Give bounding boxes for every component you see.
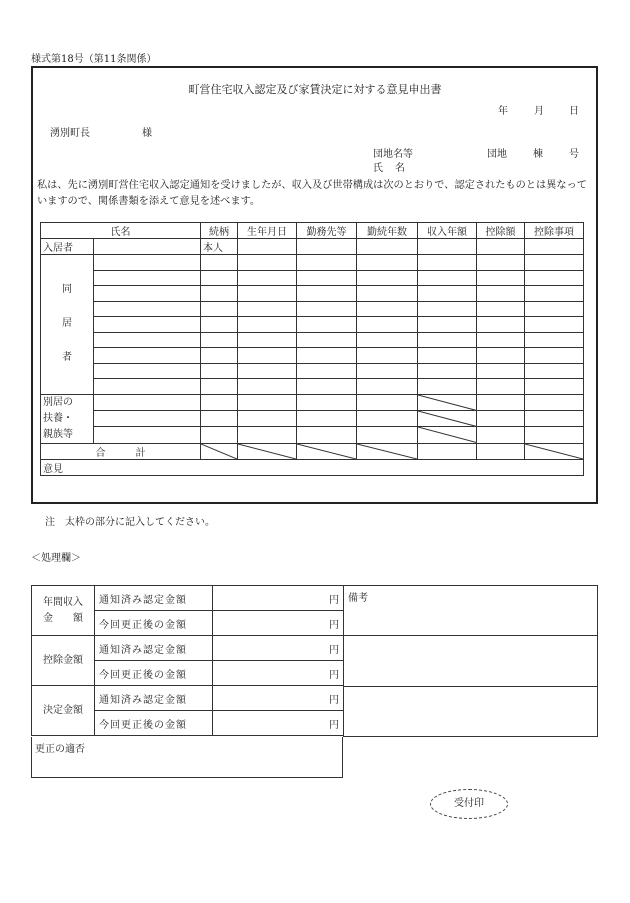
- deduction-items-cell[interactable]: [525, 270, 584, 286]
- total-deduction-cell[interactable]: [477, 443, 525, 459]
- birthdate-cell[interactable]: [238, 379, 297, 395]
- years-cell[interactable]: [357, 301, 418, 317]
- processing-row-deduction-notified: [32, 636, 344, 661]
- header-income: 収入年額: [418, 223, 477, 239]
- remarks-box-3[interactable]: [343, 686, 598, 737]
- years-cell[interactable]: [357, 332, 418, 348]
- income-cell[interactable]: [418, 301, 477, 317]
- income-notified-value[interactable]: [213, 586, 344, 611]
- cohabitant-label-2: 居: [62, 318, 72, 330]
- deduction-items-cell[interactable]: [525, 427, 584, 443]
- relation-cell[interactable]: [201, 332, 238, 348]
- name-cell[interactable]: [94, 317, 201, 333]
- workplace-cell[interactable]: [297, 363, 357, 379]
- decision-notified-value[interactable]: [213, 686, 344, 711]
- workplace-cell[interactable]: [297, 379, 357, 395]
- relation-cell[interactable]: [201, 255, 238, 271]
- processing-row-income-notified: [32, 586, 344, 611]
- diagonal-strike: [418, 427, 476, 442]
- income-cell[interactable]: [418, 379, 477, 395]
- header-workplace: 勤務先等: [297, 223, 357, 239]
- diagonal-strike: [201, 444, 237, 459]
- years-cell[interactable]: [357, 363, 418, 379]
- header-name: 氏名: [41, 223, 201, 239]
- opinion-row: [41, 459, 584, 475]
- notified-amount-label: 通知済み認定金額: [95, 636, 213, 661]
- correction-box[interactable]: [31, 737, 343, 778]
- deduction-cell[interactable]: [477, 379, 525, 395]
- table-row: [41, 286, 584, 302]
- deduction-cell[interactable]: [477, 348, 525, 364]
- statement-text: 私は、先に湧別町営住宅収入認定通知を受けましたが、収入及び世帯構成は次のとおりで、認定されたものとは異なっていますので、関係書類を添えて意見を述べます。: [37, 180, 587, 207]
- correction-label: 更正の適否: [35, 744, 85, 755]
- revised-amount-label: 今回更正後の金額: [95, 711, 213, 736]
- opinion-label: 意見: [43, 463, 63, 475]
- years-cell[interactable]: [357, 317, 418, 333]
- relation-cell[interactable]: [201, 286, 238, 302]
- name-cell[interactable]: [94, 379, 201, 395]
- name-cell[interactable]: [94, 332, 201, 348]
- date-month-label: 月: [534, 106, 544, 117]
- resident-label: 入居者: [41, 239, 94, 255]
- remarks-label: 備考: [348, 593, 368, 604]
- deduction-cell[interactable]: [477, 410, 525, 426]
- decision-amount-label: 決定金額: [32, 686, 95, 736]
- income-cell[interactable]: [418, 332, 477, 348]
- reception-stamp: 受付印: [430, 789, 508, 819]
- total-workplace-struck: [297, 443, 357, 459]
- workplace-cell[interactable]: [297, 410, 357, 426]
- name-cell[interactable]: [94, 239, 201, 255]
- workplace-cell[interactable]: [297, 317, 357, 333]
- birthdate-cell[interactable]: [238, 363, 297, 379]
- deduction-cell[interactable]: [477, 286, 525, 302]
- table-row: [41, 427, 584, 443]
- revised-amount-label: 今回更正後の金額: [95, 661, 213, 686]
- birthdate-cell[interactable]: [238, 394, 297, 410]
- income-cell-struck: [418, 427, 477, 443]
- workplace-cell[interactable]: [297, 255, 357, 271]
- years-cell[interactable]: [357, 427, 418, 443]
- table-row: [41, 317, 584, 333]
- processing-table: [31, 585, 344, 736]
- yen-unit: 円: [329, 669, 339, 681]
- deduction-items-cell[interactable]: [525, 410, 584, 426]
- cohabitant-label-1: 同: [62, 284, 72, 296]
- form-title: 町営住宅収入認定及び家賃決定に対する意見申出書: [188, 83, 442, 96]
- name-cell[interactable]: [94, 394, 201, 410]
- income-cell-struck: [418, 410, 477, 426]
- income-revised-value[interactable]: [213, 611, 344, 636]
- table-row: [41, 394, 584, 410]
- name-cell[interactable]: [94, 427, 201, 443]
- deduction-cell[interactable]: [477, 317, 525, 333]
- header-years: 勤続年数: [357, 223, 418, 239]
- birthdate-cell[interactable]: [238, 317, 297, 333]
- building-unit: 棟: [533, 149, 543, 160]
- deduction-items-cell[interactable]: [525, 286, 584, 302]
- yen-unit: 円: [329, 619, 339, 631]
- birthdate-cell[interactable]: [238, 427, 297, 443]
- diagonal-strike: [418, 395, 476, 410]
- income-cell[interactable]: [418, 363, 477, 379]
- notified-amount-label: 通知済み認定金額: [95, 686, 213, 711]
- workplace-cell[interactable]: [297, 286, 357, 302]
- total-row: [41, 443, 584, 459]
- total-birthdate-struck: [238, 443, 297, 459]
- table-row: [41, 363, 584, 379]
- birthdate-cell[interactable]: [238, 301, 297, 317]
- deduction-items-cell[interactable]: [525, 332, 584, 348]
- income-cell[interactable]: [418, 239, 477, 255]
- deduction-revised-value[interactable]: [213, 661, 344, 686]
- header-birthdate: 生年月日: [238, 223, 297, 239]
- total-years-struck: [357, 443, 418, 459]
- applicant-name-label: 氏名: [373, 163, 417, 174]
- workplace-cell[interactable]: [297, 348, 357, 364]
- years-cell[interactable]: [357, 255, 418, 271]
- table-header-row: [41, 223, 584, 239]
- separate-label-2: 扶養・: [43, 412, 73, 424]
- annual-income-label-1: 年間収入: [43, 596, 83, 608]
- deduction-items-cell[interactable]: [525, 255, 584, 271]
- table-row: [41, 255, 584, 271]
- separate-label-1: 別居の: [43, 396, 73, 408]
- diagonal-strike: [525, 444, 583, 459]
- relation-cell[interactable]: [201, 379, 238, 395]
- income-cell[interactable]: [418, 348, 477, 364]
- diagonal-strike: [297, 444, 356, 459]
- total-deduction-items-struck: [525, 443, 584, 459]
- deduction-amount-label: 控除金額: [32, 636, 95, 686]
- table-row: [41, 301, 584, 317]
- room-unit: 号: [569, 149, 579, 160]
- workplace-cell[interactable]: [297, 301, 357, 317]
- name-cell[interactable]: [94, 270, 201, 286]
- name-cell[interactable]: [94, 363, 201, 379]
- opinion-cell[interactable]: [41, 459, 584, 475]
- annual-income-label: [32, 586, 95, 636]
- deduction-items-cell[interactable]: [525, 348, 584, 364]
- relation-cell[interactable]: [201, 394, 238, 410]
- table-row: [41, 379, 584, 395]
- deduction-items-cell[interactable]: [525, 239, 584, 255]
- income-cell[interactable]: [418, 317, 477, 333]
- relation-cell: 本人: [201, 239, 238, 255]
- birthdate-cell[interactable]: [238, 348, 297, 364]
- relation-cell[interactable]: [201, 317, 238, 333]
- relation-cell[interactable]: [201, 348, 238, 364]
- deduction-items-cell[interactable]: [525, 379, 584, 395]
- name-cell[interactable]: [94, 255, 201, 271]
- header-deduction: 控除額: [477, 223, 525, 239]
- name-cell[interactable]: [94, 286, 201, 302]
- years-cell[interactable]: [357, 239, 418, 255]
- birthdate-cell[interactable]: [238, 410, 297, 426]
- deduction-items-cell[interactable]: [525, 317, 584, 333]
- deduction-items-cell[interactable]: [525, 394, 584, 410]
- separate-label-3: 親族等: [43, 428, 73, 440]
- birthdate-cell[interactable]: [238, 239, 297, 255]
- date-day-label: 日: [569, 106, 579, 117]
- income-cell[interactable]: [418, 255, 477, 271]
- yen-unit: 円: [329, 719, 339, 731]
- deduction-items-cell[interactable]: [525, 363, 584, 379]
- income-cell[interactable]: [418, 270, 477, 286]
- years-cell[interactable]: [357, 379, 418, 395]
- danchi-unit: 団地: [487, 149, 507, 160]
- yen-unit: 円: [329, 694, 339, 706]
- workplace-cell[interactable]: [297, 270, 357, 286]
- years-cell[interactable]: [357, 348, 418, 364]
- header-deduction-items: 控除事項: [525, 223, 584, 239]
- notified-amount-label: 通知済み認定金額: [95, 586, 213, 611]
- birthdate-cell[interactable]: [238, 286, 297, 302]
- diagonal-strike: [418, 411, 476, 426]
- deduction-items-cell[interactable]: [525, 301, 584, 317]
- addressee-honorific: 様: [142, 128, 152, 139]
- deduction-cell[interactable]: [477, 394, 525, 410]
- processing-row-decision-notified: [32, 686, 344, 711]
- relation-cell[interactable]: [201, 427, 238, 443]
- relation-cell[interactable]: [201, 270, 238, 286]
- deduction-cell[interactable]: [477, 255, 525, 271]
- workplace-cell[interactable]: [297, 394, 357, 410]
- form-number: 様式第18号（第11条関係）: [31, 54, 157, 65]
- table-row: [41, 348, 584, 364]
- years-cell[interactable]: [357, 394, 418, 410]
- deduction-cell[interactable]: [477, 270, 525, 286]
- danchi-label: 団地名等: [373, 149, 413, 160]
- deduction-cell[interactable]: [477, 363, 525, 379]
- yen-unit: 円: [329, 594, 339, 606]
- cohabitant-label-3: 者: [62, 352, 72, 364]
- years-cell[interactable]: [357, 410, 418, 426]
- remarks-box-2[interactable]: [343, 636, 598, 687]
- total-relation-struck: [201, 443, 238, 459]
- total-income-cell[interactable]: [418, 443, 477, 459]
- remarks-box[interactable]: [343, 585, 598, 636]
- income-cell[interactable]: [418, 286, 477, 302]
- workplace-cell[interactable]: [297, 332, 357, 348]
- diagonal-strike: [357, 444, 417, 459]
- decision-revised-value[interactable]: [213, 711, 344, 736]
- table-row: [41, 270, 584, 286]
- header-relation: 続柄: [201, 223, 238, 239]
- years-cell[interactable]: [357, 270, 418, 286]
- relation-cell[interactable]: [201, 363, 238, 379]
- table-row: [41, 332, 584, 348]
- yen-unit: 円: [329, 644, 339, 656]
- deduction-cell[interactable]: [477, 301, 525, 317]
- relation-cell[interactable]: [201, 410, 238, 426]
- deduction-cell[interactable]: [477, 239, 525, 255]
- years-cell[interactable]: [357, 286, 418, 302]
- deduction-cell[interactable]: [477, 427, 525, 443]
- processing-title: ＜処理欄＞: [31, 553, 81, 564]
- separate-relatives-label: [41, 394, 94, 443]
- workplace-cell[interactable]: [297, 239, 357, 255]
- date-year-label: 年: [498, 106, 508, 117]
- name-cell[interactable]: [94, 301, 201, 317]
- name-cell[interactable]: [94, 348, 201, 364]
- birthdate-cell[interactable]: [238, 270, 297, 286]
- relation-cell[interactable]: [201, 301, 238, 317]
- deduction-cell[interactable]: [477, 332, 525, 348]
- birthdate-cell[interactable]: [238, 255, 297, 271]
- note-text: 注 太枠の部分に記入してください。: [45, 517, 215, 528]
- total-label: 合 計: [41, 443, 201, 459]
- birthdate-cell[interactable]: [238, 332, 297, 348]
- income-cell-struck: [418, 394, 477, 410]
- household-table: [40, 222, 584, 476]
- table-row: [41, 239, 584, 255]
- revised-amount-label: 今回更正後の金額: [95, 611, 213, 636]
- workplace-cell[interactable]: [297, 427, 357, 443]
- diagonal-strike: [238, 444, 296, 459]
- name-cell[interactable]: [94, 410, 201, 426]
- cohabitant-label: [41, 255, 94, 395]
- deduction-notified-value[interactable]: [213, 636, 344, 661]
- table-row: [41, 410, 584, 426]
- annual-income-label-2: 金 額: [43, 612, 83, 624]
- addressee: 湧別町長: [50, 128, 90, 139]
